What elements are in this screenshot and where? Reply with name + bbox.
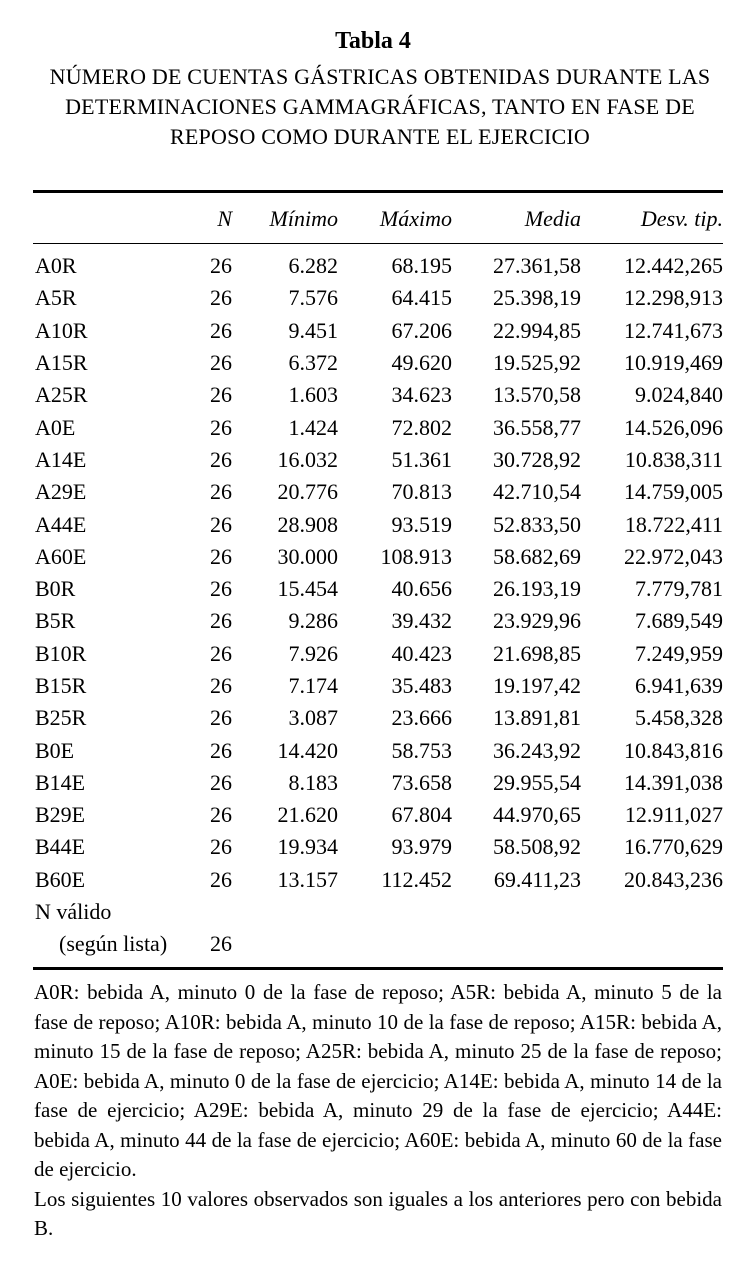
row-label: A0R: [35, 253, 77, 279]
table-row: [33, 240, 723, 282]
n-cell: 26: [210, 640, 232, 666]
n-cell: 26: [210, 511, 232, 537]
n-cell: 26: [210, 737, 232, 763]
n-cell: 26: [210, 608, 232, 634]
sd-cell: 22.972,043: [624, 543, 723, 569]
max-cell: 34.623: [391, 382, 452, 408]
valid-n-value: 26: [210, 931, 232, 957]
min-cell: 7.576: [288, 285, 338, 311]
min-cell: 7.926: [288, 640, 338, 666]
min-cell: 14.420: [277, 737, 338, 763]
min-cell: 21.620: [277, 802, 338, 828]
sd-cell: 10.843,816: [624, 737, 723, 763]
n-cell: 26: [210, 446, 232, 472]
min-cell: 6.282: [288, 253, 338, 279]
max-cell: 72.802: [391, 414, 452, 440]
table-row: [33, 767, 723, 799]
max-cell: 67.206: [391, 317, 452, 343]
sd-cell: 5.458,328: [635, 705, 723, 731]
table-row: [33, 541, 723, 573]
table-body: [33, 240, 723, 961]
n-cell: 26: [210, 866, 232, 892]
table-title: NÚMERO DE CUENTAS GÁSTRICAS OBTENIDAS DURANTE LAS DETERMINACIONES GAMMAGRÁFICAS, TANTO EN FASE DE REPOSO COMO DURANTE EL EJERCICIO: [49, 64, 711, 149]
sd-cell: 12.741,673: [624, 317, 723, 343]
row-label: B5R: [35, 608, 76, 634]
mean-cell: 25.398,19: [493, 285, 581, 311]
min-cell: 6.372: [288, 350, 338, 376]
table-row: [33, 347, 723, 379]
max-cell: 23.666: [391, 705, 452, 731]
sd-cell: 14.526,096: [624, 414, 723, 440]
mean-cell: 13.570,58: [493, 382, 581, 408]
n-cell: 26: [210, 479, 232, 505]
sd-cell: 7.779,781: [635, 576, 723, 602]
min-cell: 7.174: [288, 673, 338, 698]
header-row: [33, 198, 723, 240]
min-cell: 20.776: [277, 479, 338, 505]
max-cell: 40.423: [391, 640, 452, 666]
max-cell: 73.658: [391, 769, 452, 795]
row-label: B0E: [35, 737, 75, 763]
valid-n-row: [33, 928, 723, 960]
sd-cell: 6.941,639: [635, 673, 723, 698]
table-row: [33, 379, 723, 411]
mean-cell: 21.698,85: [493, 640, 581, 666]
mean-cell: 23.929,96: [493, 608, 581, 634]
row-label: A14E: [35, 446, 87, 472]
table-row: [33, 831, 723, 863]
min-cell: 28.908: [277, 511, 338, 537]
min-cell: 19.934: [277, 834, 338, 860]
table-notes: [34, 978, 722, 1244]
n-cell: 26: [210, 576, 232, 602]
mean-cell: 58.508,92: [493, 834, 581, 860]
sd-cell: 14.759,005: [624, 479, 723, 505]
mean-cell: 36.243,92: [493, 737, 581, 763]
min-cell: 8.183: [288, 769, 338, 795]
max-cell: 112.452: [381, 866, 452, 892]
sd-cell: 10.838,311: [624, 446, 723, 472]
row-label: B14E: [35, 769, 86, 795]
sd-cell: 18.722,411: [624, 511, 723, 537]
table-row: [33, 799, 723, 831]
row-label: B10R: [35, 640, 87, 666]
table-row: [33, 411, 723, 443]
row-label: B0R: [35, 576, 76, 602]
row-label: B60E: [35, 866, 86, 892]
bottom-rule: [33, 967, 723, 970]
mean-cell: 27.361,58: [493, 253, 581, 279]
n-cell: 26: [210, 802, 232, 828]
valid-n-sublabel: (según lista): [59, 931, 168, 957]
row-label: A15R: [35, 350, 88, 376]
row-label: B15R: [35, 673, 87, 698]
sd-cell: 16.770,629: [624, 834, 723, 860]
row-label: A44E: [35, 511, 87, 537]
table-row: [33, 476, 723, 508]
row-label: A29E: [35, 479, 87, 505]
abbreviations-note: A0R: bebida A, minuto 0 de la fase de reposo; A5R: bebida A, minuto 5 de la fase de reposo; A10R: bebida A, minuto 10 de la fase de reposo; A15R: bebida A, minuto 15 de la fase de reposo; A25R: bebida A, minuto 25 de la fase de reposo; A0E: bebida A, minuto 0 de la fase de ejercicio; A14E: bebida A, minuto 14 de la fase de ejercicio; A29E: bebida A, minuto 29 de la fase de ejercicio; A44E: bebida A, minuto 44 de la fase de ejercicio; A60E: bebida A, minuto 60 de la fase de ejercicio.: [34, 980, 722, 1181]
top-rule: [33, 190, 723, 193]
max-cell: 108.913: [380, 543, 452, 569]
n-cell: 26: [210, 317, 232, 343]
mean-cell: 69.411,23: [493, 866, 581, 892]
max-cell: 68.195: [391, 253, 452, 279]
table-number: Tabla 4: [335, 28, 411, 54]
valid-n-label: N válido: [35, 899, 112, 925]
table-row: [33, 605, 723, 637]
mean-cell: 26.193,19: [493, 576, 581, 602]
table-row: [33, 734, 723, 766]
max-cell: 64.415: [391, 285, 452, 311]
n-cell: 26: [210, 253, 232, 279]
sd-cell: 7.249,959: [635, 640, 723, 666]
mean-cell: 13.891,81: [493, 705, 581, 731]
mean-cell: 42.710,54: [493, 479, 581, 505]
n-cell: 26: [210, 350, 232, 376]
table-row: [33, 573, 723, 605]
max-cell: 51.361: [391, 446, 452, 472]
n-cell: 26: [210, 673, 232, 698]
remark-note: Los siguientes 10 valores observados son iguales a los anteriores pero con bebida B.: [34, 1186, 722, 1240]
row-label: B44E: [35, 834, 86, 860]
row-label: A0E: [35, 414, 76, 440]
table-row: [33, 638, 723, 670]
mean-cell: 30.728,92: [493, 446, 581, 472]
row-label: A25R: [35, 382, 88, 408]
row-label: A5R: [35, 285, 77, 311]
header-sd: Desv. tip.: [640, 206, 723, 231]
min-cell: 15.454: [277, 576, 338, 602]
table-row: [33, 444, 723, 476]
table-row: [33, 670, 723, 702]
stats-table: [33, 198, 723, 961]
min-cell: 3.087: [288, 705, 338, 731]
sd-cell: 12.298,913: [624, 285, 723, 311]
sd-cell: 14.391,038: [624, 769, 723, 795]
mean-cell: 29.955,54: [493, 769, 581, 795]
mean-cell: 19.525,92: [493, 350, 581, 376]
header-max: Máximo: [379, 206, 452, 231]
row-label: B25R: [35, 705, 87, 731]
n-cell: 26: [210, 705, 232, 731]
header-label: [33, 198, 196, 240]
n-cell: 26: [210, 414, 232, 440]
sd-cell: 12.442,265: [624, 253, 723, 279]
n-cell: 26: [210, 285, 232, 311]
header-min: Mínimo: [269, 206, 338, 231]
mean-cell: 36.558,77: [493, 414, 581, 440]
sd-cell: 20.843,236: [624, 866, 723, 892]
sd-cell: 10.919,469: [624, 350, 723, 376]
row-label: A60E: [35, 543, 87, 569]
table-row: [33, 702, 723, 734]
row-label: B29E: [35, 802, 86, 828]
mean-cell: 19.197,42: [493, 673, 581, 698]
max-cell: 93.979: [391, 834, 452, 860]
min-cell: 9.451: [288, 317, 338, 343]
min-cell: 13.157: [277, 866, 338, 892]
table-row: [33, 508, 723, 540]
header-n: N: [217, 206, 232, 231]
mean-cell: 44.970,65: [493, 802, 581, 828]
n-cell: 26: [210, 834, 232, 860]
max-cell: 39.432: [391, 608, 452, 634]
max-cell: 70.813: [391, 479, 452, 505]
max-cell: 58.753: [391, 737, 452, 763]
max-cell: 35.483: [391, 673, 452, 698]
table-row: [33, 282, 723, 314]
row-label: A10R: [35, 317, 88, 343]
table-row: [33, 864, 723, 896]
min-cell: 30.000: [277, 543, 338, 569]
max-cell: 40.656: [391, 576, 452, 602]
max-cell: 67.804: [391, 802, 452, 828]
min-cell: 1.424: [288, 414, 338, 440]
n-cell: 26: [210, 543, 232, 569]
mean-cell: 58.682,69: [493, 543, 581, 569]
max-cell: 49.620: [391, 350, 452, 376]
valid-n-row: [33, 896, 723, 928]
mean-cell: 52.833,50: [493, 511, 581, 537]
max-cell: 93.519: [391, 511, 452, 537]
header-mean: Media: [524, 206, 581, 231]
n-cell: 26: [210, 382, 232, 408]
mean-cell: 22.994,85: [493, 317, 581, 343]
min-cell: 16.032: [277, 446, 338, 472]
n-cell: 26: [210, 769, 232, 795]
sd-cell: 7.689,549: [635, 608, 723, 634]
sd-cell: 12.911,027: [624, 802, 723, 828]
min-cell: 9.286: [288, 608, 338, 634]
min-cell: 1.603: [288, 382, 338, 408]
table-row: [33, 315, 723, 347]
sd-cell: 9.024,840: [635, 382, 723, 408]
